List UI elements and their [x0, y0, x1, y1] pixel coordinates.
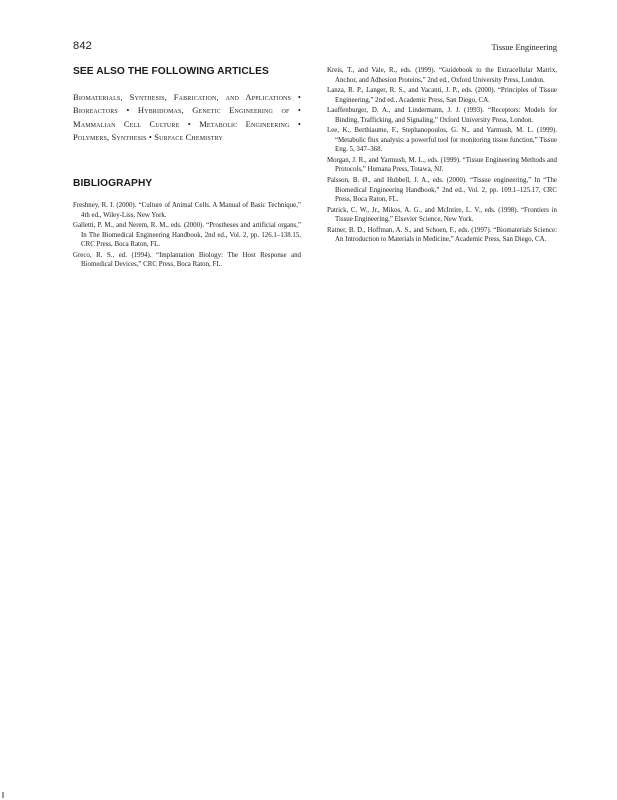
reference-item: Patrick, C. W., Jr., Mikos, A. G., and McIntire, L. V., eds. (1998). “Frontiers in Tissue Engineering,” Elsevier Science, New York.: [327, 206, 557, 224]
reference-item: Greco, R. S., ed. (1994). “Implantation Biology: The Host Response and Biomedical Devices,” CRC Press, Boca Raton, FL.: [73, 251, 301, 269]
right-column: [327, 66, 557, 246]
reference-item: Lanza, R. P., Langer, R. S., and Vacanti, J. P., eds. (2000). “Principles of Tissue Engineering,” 2nd ed., Academic Press, San Diego, CA.: [327, 87, 557, 104]
see-also-list: Biomaterials, Synthesis, Fabrication, and Applications • Bioreactors • Hybridomas, Genetic Engineering of • Mammalian Cell Culture • Metabolic Engineering • Polymers, Synthesis • Surface Chemistry: [73, 92, 301, 142]
reference-item: Lauffenburger, D. A., and Lindermann, J. J. (1993). “Receptors: Models for Binding, Trafficking, and Signaling,” Oxford University Press, London.: [327, 107, 557, 124]
reference-item: Lee, K., Berthiaume, F., Stephanopoulos, G. N., and Yarmush, M. L. (1999). “Metabolic flux analysis: a powerful tool for monitoring tissue function,” Tissue Eng. 5, 347–368.: [327, 127, 557, 154]
reference-item: Kreis, T., and Vale, R., eds. (1999). “Guidebook to the Extracellular Matrix, Anchor, and Adhesion Proteins,” 2nd ed., Oxford University Press, London.: [327, 67, 557, 84]
reference-item: Palsson, B. Ø., and Hubbell, J. A., eds. (2000). “Tissue engineering,” In “The Biomedical Engineering Handbook,” 2nd ed., Vol. 2, pp. 109.1–125.17, CRC Press, Boca Raton, FL.: [327, 177, 557, 204]
bibliography-heading: BIBLIOGRAPHY: [73, 178, 153, 190]
left-column: [73, 66, 301, 271]
bibliography-list-right: [327, 66, 557, 245]
reference-item: Galletti, P. M., and Nerem, R. M., eds. (2000). “Prostheses and artificial organs,” In The Biomedical Engineering Handbook, 2nd ed., Vol. 2, pp. 126.1–138.15, CRC Press, Boca Raton, FL.: [73, 222, 301, 249]
running-head: Tissue Engineering: [491, 42, 557, 52]
reference-item: Freshney, R. I. (2000). “Culture of Animal Cells. A Manual of Basic Technique,” 4th ed., Wiley-Liss, New York.: [73, 202, 301, 219]
page-number: 842: [73, 40, 92, 52]
scan-corner-mark: [2, 792, 4, 798]
reference-item: Ratner, B. D., Hoffman, A. S., and Schoen, F., eds. (1997). “Biomaterials Science: An Introduction to Materials in Medicine,” Academic Press, San Diego, CA.: [327, 226, 557, 244]
reference-item: Morgan, J. R., and Yarmush, M. L., eds. (1999). “Tissue Engineering Methods and Protocols,” Humana Press, Totawa, NJ.: [327, 156, 557, 174]
see-also-heading: SEE ALSO THE FOLLOWING ARTICLES: [73, 66, 269, 77]
bibliography-list-left: [73, 201, 301, 270]
